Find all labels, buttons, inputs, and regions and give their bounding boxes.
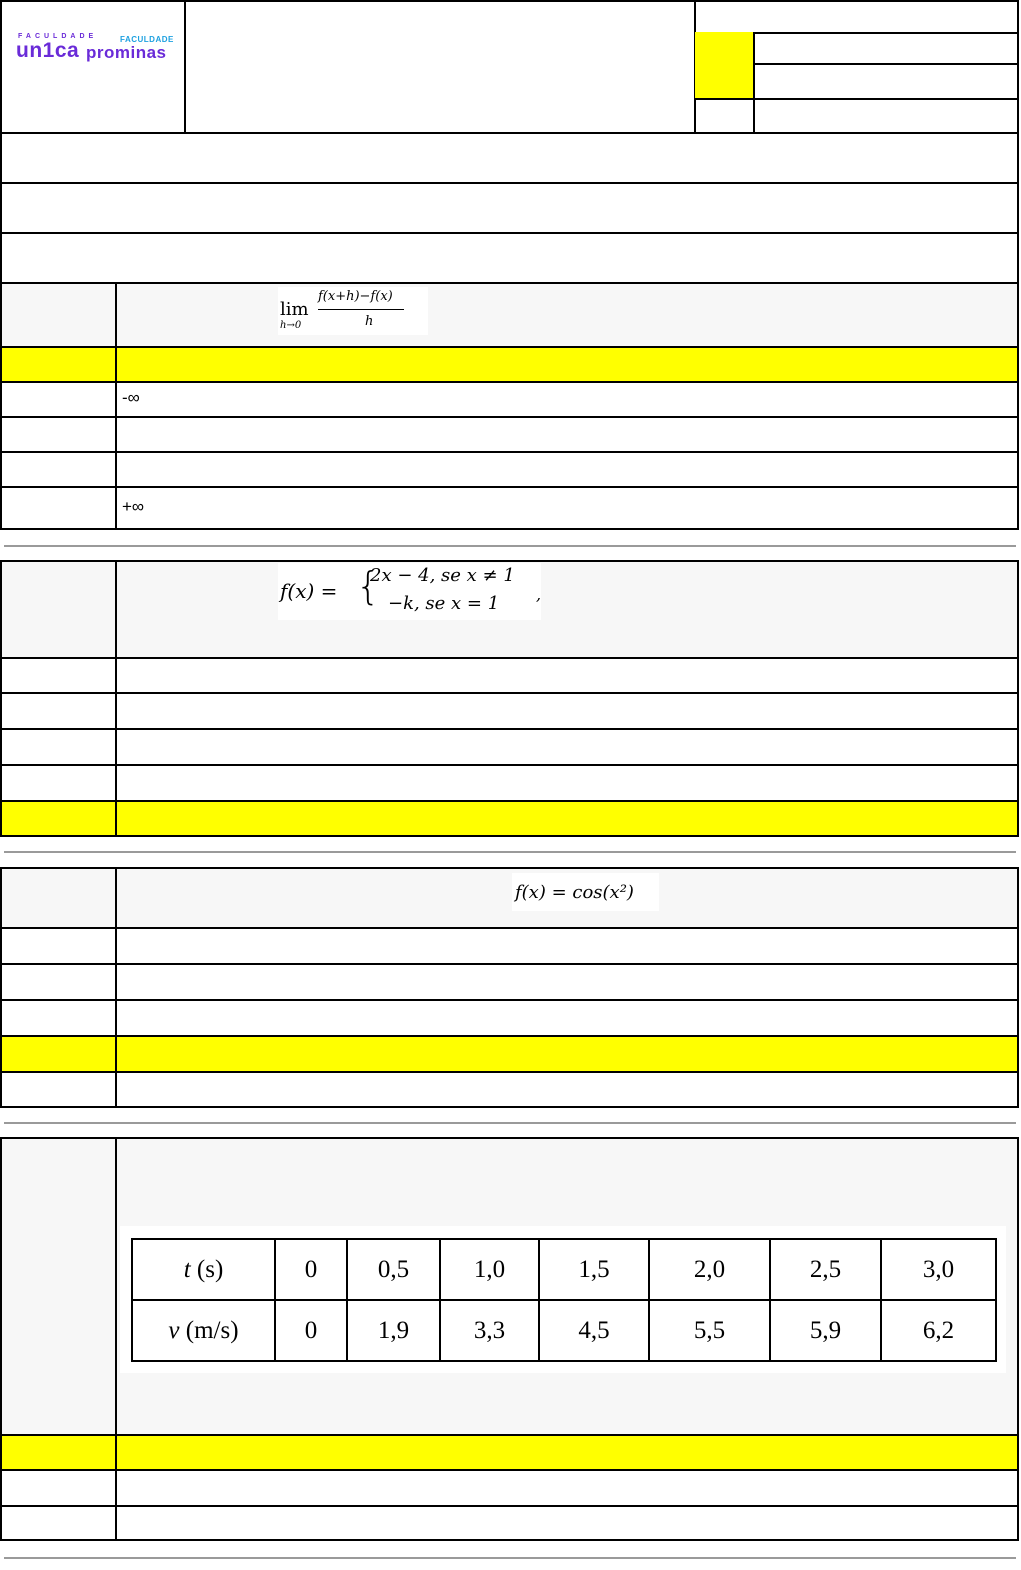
q1-option-e[interactable] — [0, 486, 1019, 530]
table-cell: 0 — [275, 1300, 347, 1361]
q2-lhs: f(x) = — [280, 579, 338, 603]
title-cell — [184, 0, 696, 134]
q1-option-d[interactable] — [0, 451, 1019, 488]
q2-option-d[interactable] — [0, 764, 1019, 802]
info-mark-3 — [695, 63, 755, 100]
q2-case-2: −k, se x = 1 — [388, 593, 500, 614]
q1-lim: lim — [280, 299, 309, 320]
q3-option-a[interactable] — [0, 927, 1019, 965]
q3-formula-text: f(x) = cos(x²) — [515, 882, 634, 903]
q1-option-b-text: -∞ — [122, 388, 140, 407]
table-cell: 3,0 — [881, 1239, 996, 1300]
table-cell: 6,2 — [881, 1300, 996, 1361]
q3-option-e[interactable] — [0, 1071, 1019, 1108]
table-cell: t (s) — [132, 1239, 275, 1300]
table-cell: 5,5 — [649, 1300, 770, 1361]
table-cell: 4,5 — [539, 1300, 649, 1361]
info-row-3 — [755, 63, 1019, 100]
table-cell: 2,0 — [649, 1239, 770, 1300]
q3-statement-row — [0, 867, 1019, 929]
logo-prominas: prominas — [86, 43, 167, 62]
q4-table-image — [120, 1226, 1006, 1373]
q2-case-1: 2x − 4, se x ≠ 1 — [370, 565, 515, 586]
q3-letter-column — [0, 867, 117, 1108]
q1-option-e-text: +∞ — [122, 497, 145, 516]
logo — [16, 33, 176, 69]
q2-formula — [278, 563, 541, 620]
logo-faculdade-right: FACULDADE — [120, 35, 174, 44]
table-cell: 2,5 — [770, 1239, 881, 1300]
q2-option-a[interactable] — [0, 657, 1019, 694]
q1-option-c[interactable] — [0, 416, 1019, 453]
q3-option-b[interactable] — [0, 963, 1019, 1001]
table-cell: v (m/s) — [132, 1300, 275, 1361]
table-cell: 1,9 — [347, 1300, 440, 1361]
logo-unica: un1ca — [16, 39, 80, 62]
q1-fraction-bar — [318, 309, 404, 310]
q1-lim-sub: h→0 — [280, 320, 302, 331]
q2-comma: , — [536, 585, 542, 604]
table-row — [132, 1300, 996, 1361]
table-cell: 1,0 — [440, 1239, 539, 1300]
q3-option-d[interactable] — [0, 1035, 1019, 1073]
q1-statement-row — [0, 282, 1019, 348]
q4-option-a[interactable] — [0, 1434, 1019, 1471]
table-cell: 3,3 — [440, 1300, 539, 1361]
q1-denominator: h — [365, 314, 374, 329]
q3-formula — [512, 873, 659, 911]
v-unit: (m/s) — [185, 1316, 239, 1344]
header-row-1 — [0, 132, 1019, 184]
q2-brace: { — [356, 564, 381, 608]
q4-velocity-table — [131, 1238, 997, 1362]
info-row-1 — [695, 0, 1019, 34]
logo-faculdade-top: FACULDADE — [18, 33, 98, 40]
info-mark-2 — [695, 32, 755, 65]
table-cell: 0 — [275, 1239, 347, 1300]
q4-option-b[interactable] — [0, 1469, 1019, 1507]
header-row-3 — [0, 232, 1019, 284]
table-cell: 1,5 — [539, 1239, 649, 1300]
q1-letter-column — [0, 346, 117, 530]
q1-option-b[interactable] — [0, 381, 1019, 418]
table-cell: 0,5 — [347, 1239, 440, 1300]
q1-numerator: f(x+h)−f(x) — [318, 289, 393, 304]
separator-1 — [4, 545, 1016, 547]
header-row-2 — [0, 182, 1019, 234]
q4-letter-column — [0, 1137, 117, 1541]
table-cell: 5,9 — [770, 1300, 881, 1361]
separator-3 — [4, 1122, 1016, 1124]
separator-2 — [4, 851, 1016, 853]
q2-option-b[interactable] — [0, 692, 1019, 730]
q3-option-c[interactable] — [0, 999, 1019, 1037]
q1-option-a[interactable] — [0, 346, 1019, 383]
separator-4 — [4, 1557, 1016, 1559]
info-row-2 — [755, 32, 1019, 65]
q4-option-c[interactable] — [0, 1505, 1019, 1541]
q2-option-c[interactable] — [0, 728, 1019, 766]
q2-letter-column — [0, 560, 117, 837]
q1-formula — [278, 287, 428, 335]
t-unit: (s) — [196, 1255, 224, 1283]
table-row — [132, 1239, 996, 1300]
q2-option-e[interactable] — [0, 800, 1019, 837]
info-mark-4 — [695, 98, 755, 134]
